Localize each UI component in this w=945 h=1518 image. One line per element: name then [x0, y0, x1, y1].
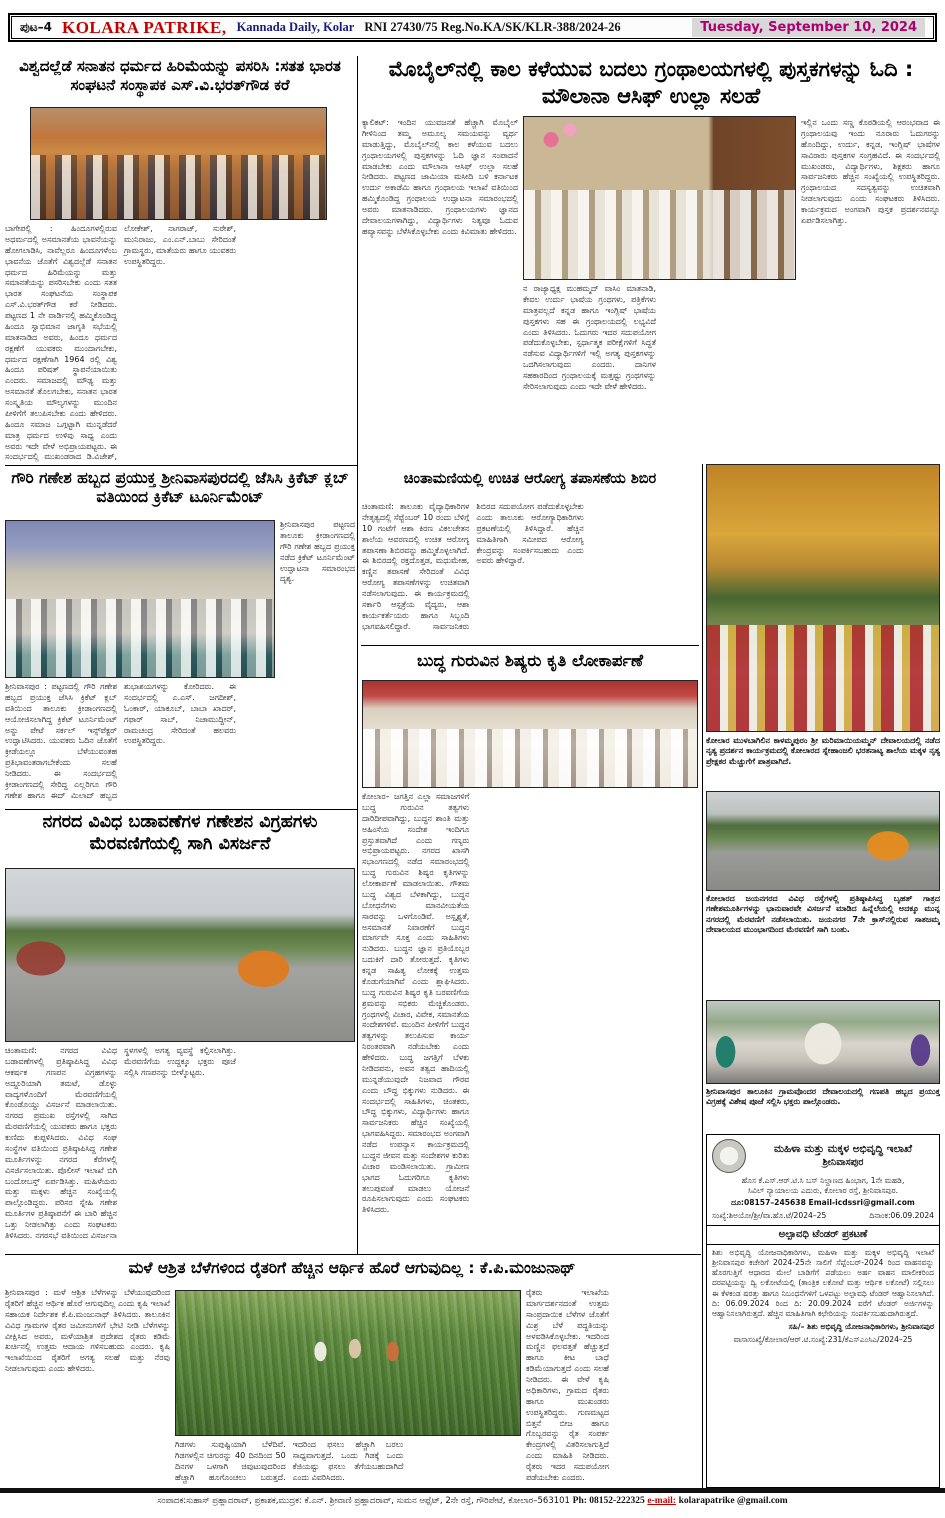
masthead: [8, 13, 937, 42]
issue-date: Tuesday, September 10, 2024: [692, 18, 925, 37]
headline-health-camp: ಚಿಂತಾಮಣಿಯಲ್ಲಿ ಉಚಿತ ಆರೋಗ್ಯ ತಪಾಸಣೆಯ ಶಿಬಿರ: [403, 471, 657, 487]
body-mobile-col1: ಕ್ಯಾಲಿಕಟ್: ಇಂದಿನ ಯುವಜನತೆ ಹೆಚ್ಚಾಗಿ ಮೊಬೈಲ್ ಗೀಳಿನಿಂದ ತಮ್ಮ ಅಮೂಲ್ಯ ಸಮಯವನ್ನು ವ್ಯರ್ಥ ಮಾಡುತ್ತಿದ್ದು, ಮೊಬೈಲ್‌ನಲ್ಲಿ ಕಾಲ ಕಳೆಯುವ ಬದಲು ಗ್ರಂಥಾಲಯಗಳಲ್ಲಿ ಪುಸ್ತಕಗಳನ್ನು ಓದಿ ಜ್ಞಾನ ಸಂಪಾದನೆ ಮಾಡಬೇಕು ಎಂದು ಮೌಲಾನಾ ಆಸಿಫ್ ಉಲ್ಲಾ ಸಲಹೆ ನೀಡಿದರು. ಪಟ್ಟಣದ ಜಾಮಿಯಾ ಮಸೀದಿ ಬಳಿ ಕರ್ನಾಟಕ ಉರ್ದು ಅಕಾಡೆಮಿ ಹಾಗೂ ಗ್ರಂಥಾಲಯ ಇಲಾಖೆ ವತಿಯಿಂದ ಹಮ್ಮಿಕೊಂಡಿದ್ದ ಗ್ರಂಥಾಲಯ ಉದ್ಘಾಟನಾ ಸಮಾರಂಭದಲ್ಲಿ ಅವರು ಮಾತನಾಡಿದರು. ಗ್ರಂಥಾಲಯಗಳು ಜ್ಞಾನದ ದೇವಾಲಯಗಳಾಗಿದ್ದು, ವಿದ್ಯಾರ್ಥಿಗಳು ನಿತ್ಯವೂ ಓದುವ ಹವ್ಯಾಸವನ್ನು ಬೆಳೆಸಿಕೊಳ್ಳಬೇಕು ಎಂದು ಕಿವಿಮಾತು ಹೇಳಿದರು.: [362, 118, 518, 236]
horizontal-divider-4: [5, 1254, 701, 1255]
footer-imprint: [0, 1496, 945, 1506]
notice-date: ದಿನಾಂಕ:06.09.2024: [869, 1210, 934, 1220]
department-address-2: ಸಿವಿಲ್ ನ್ಯಾಯಾಲಯ ಎದುರು, ಕೋಲಾರ ರಸ್ತೆ, ಶ್ರೀನಿವಾಸಪುರ.: [747, 1186, 899, 1196]
body-rain-left: ಶ್ರೀನಿವಾಸಪುರ : ಮಳೆ ಆಶ್ರಿತ ಬೆಳೆಗಳನ್ನು ಬೆಳೆಯುವುದರಿಂದ ರೈತರಿಗೆ ಹೆಚ್ಚಿನ ಆರ್ಥಿಕ ಹೊರೆ ಆಗುವುದಿಲ್ಲ ಎಂದು ಕೃಷಿ ಇಲಾಖೆ ಸಹಾಯಕ ನಿರ್ದೇಶಕ ಕೆ.ಪಿ.ಮಂಜುನಾಥ್ ತಿಳಿಸಿದರು. ತಾಲೂಕಿನ ವಿವಿಧ ಗ್ರಾಮಗಳ ರೈತರ ಜಮೀನುಗಳಿಗೆ ಭೇಟಿ ನೀಡಿ ಬೆಳೆಗಳನ್ನು ವೀಕ್ಷಿಸಿದ ಅವರು, ಮಳೆಯಾಶ್ರಿತ ಪ್ರದೇಶದ ರೈತರು ಕಡಿಮೆ ಖರ್ಚಿನಲ್ಲಿ ಉತ್ತಮ ಆದಾಯ ಗಳಿಸಬಹುದು ಎಂದರು. ಕೃಷಿ ಇಲಾಖೆಯಿಂದ ರೈತರಿಗೆ ಅಗತ್ಯ ಸಲಹೆ ಮತ್ತು ನೆರವು ನೀಡಲಾಗುವುದು ಎಂದು ಹೇಳಿದರು.: [5, 1288, 170, 1374]
notice-ref-number: ಸಂಖ್ಯೆ:ಶಿಅಯೋ/ಶ್ರೀ/ವಾ.ಹೊ.ಟೆ/2024–25: [712, 1210, 827, 1220]
caption-dance: ಕೋಲಾರ ಮುಳಬಾಗಿಲಿನ ಕಾಳಮ್ಮಪುರಂ ಶ್ರೀ ಮರಿಮಾಯಿಯಮ್ಮನ್ ದೇವಾಲಯದಲ್ಲಿ ನಡೆದ ನೃತ್ಯ ಪ್ರದರ್ಶನ ಕಾರ್ಯಕ್ರಮದಲ್ಲಿ ಕೋಲಾರದ ಸ್ನೇಹಾಂಜಲಿ ಭರತನಾಟ್ಯ ಶಾಲೆಯ ಮಕ್ಕಳ ನೃತ್ಯ ಪ್ರೇಕ್ಷಕರ ಮೆಚ್ಚುಗೆಗೆ ಪಾತ್ರವಾಗಿದೆ.: [706, 736, 940, 766]
body-sanathana: ಬಾಗೇಪಲ್ಲಿ : ಹಿಂದೂಗಳಲ್ಲಿರುವ ಅಧರ್ಮದಲ್ಲಿ ಅಸಮಾನತೆಯ ಭಾವನೆಯನ್ನು ಹೋಗಲಾಡಿಸಿ, ನಾವೆಲ್ಲರೂ ಹಿಂದೂಗಳೆಂಬ ಭಾವನೆಯ ಜೊತೆಗೆ ವಿಶ್ವದಲ್ಲೆಡೆ ಸನಾತನ ಧರ್ಮದ ಹಿರಿಮೆಯನ್ನು ಮತ್ತು ಸಮಾನತೆಯನ್ನು ಪಸರಿಸಬೇಕು ಎಂದು ಸತತ ಭಾರತ ಸಂಘಟನೆಯ ಸಂಸ್ಥಾಪಕ ಎಸ್.ವಿ.ಭರತ್‌ಗೌಡ ಕರೆ ನೀಡಿದರು. ಪಟ್ಟಣದ 1 ನೇ ವಾರ್ಡಿನಲ್ಲಿ ಹಮ್ಮಿಕೊಂಡಿದ್ದ ಹಿಂದೂ ಸ್ವಾಭಿಮಾನ ಜಾಗೃತಿ ಸಭೆಯಲ್ಲಿ ಮಾತನಾಡಿದ ಅವರು, ಹಿಂದೂ ಧರ್ಮದ ರಕ್ಷಣೆಗೆ ಯುವಕರು ಮುಂದಾಗಬೇಕು, ಧರ್ಮದ ರಕ್ಷಣೆಗಾಗಿ 1964 ರಲ್ಲಿ ವಿಶ್ವ ಹಿಂದೂ ಪರಿಷತ್ ಸ್ಥಾಪನೆಯಾಯಿತು ಎಂದರು. ಸಮಾಜದಲ್ಲಿ ಮೌಢ್ಯ ಮತ್ತು ಅಸಮಾನತೆ ತೊಲಗಬೇಕು, ಸನಾತನ ಭಾರತ ಸಂಸ್ಕೃತಿಯ ಮೌಲ್ಯಗಳನ್ನು ಮುಂದಿನ ಪೀಳಿಗೆಗೆ ತಲುಪಿಸಬೇಕು ಎಂದು ಹೇಳಿದರು. ಹಿಂದೂ ಸಮಾಜ ಒಗ್ಗಟ್ಟಾಗಿ ಮುನ್ನಡೆದರೆ ಮಾತ್ರ ಧರ್ಮದ ಉಳಿವು ಸಾಧ್ಯ ಎಂದು ಅವರು ಇದೇ ವೇಳೆ ಅಭಿಪ್ರಾಯಪಟ್ಟರು. ಈ ಸಂದರ್ಭದಲ್ಲಿ ಮುಖಂಡರಾದ ಡಿ.ವಿಜೇಶ್, ಲೋಕೇಶ್, ನಾಗರಾಜ್, ಸುರೇಶ್, ಮುನಿರಾಜು, ಎಂ.ಎನ್.ಬಾಬು ಸೇರಿದಂತೆ ಗ್ರಾಮಸ್ಥರು, ಮಾತೆಯರು ಹಾಗೂ ಯುವಕರು ಉಪಸ್ಥಿತರಿದ್ದರು.: [5, 224, 236, 462]
photo-dance-performance: [706, 464, 940, 732]
photo-street-procession: [5, 868, 355, 1042]
body-health-camp: ಚಿಂತಾಮಣಿ: ತಾಲೂಕು ವೈದ್ಯಾಧಿಕಾರಿಗಳ ನೇತೃತ್ವದಲ್ಲಿ ಸೆಪ್ಟೆಂಬರ್ 10 ರಂದು ಬೆಳಿಗ್ಗೆ 10 ಗಂಟೆಗೆ ಆಶಾ ಕಿರಣ ವಿಕಲಚೇತನ ಶಾಲೆಯ ಆವರಣದಲ್ಲಿ ಉಚಿತ ಆರೋಗ್ಯ ತಪಾಸಣಾ ಶಿಬಿರವನ್ನು ಹಮ್ಮಿಕೊಳ್ಳಲಾಗಿದೆ. ಈ ಶಿಬಿರದಲ್ಲಿ ರಕ್ತದೊತ್ತಡ, ಮಧುಮೇಹ, ಕಣ್ಣಿನ ತಪಾಸಣೆ ಸೇರಿದಂತೆ ವಿವಿಧ ಆರೋಗ್ಯ ತಪಾಸಣೆಗಳನ್ನು ಉಚಿತವಾಗಿ ನಡೆಸಲಾಗುವುದು. ಈ ಕಾರ್ಯಕ್ರಮದಲ್ಲಿ ಸರ್ಕಾರಿ ಆಸ್ಪತ್ರೆಯ ವೈದ್ಯರು, ಆಶಾ ಕಾರ್ಯಕರ್ತೆಯರು ಹಾಗೂ ಸಿಬ್ಬಂದಿ ಭಾಗವಹಿಸಲಿದ್ದಾರೆ. ಸಾರ್ವಜನಿಕರು ಶಿಬಿರದ ಸದುಪಯೋಗ ಪಡೆದುಕೊಳ್ಳಬೇಕು ಎಂದು ತಾಲೂಕು ಆರೋಗ್ಯಾಧಿಕಾರಿಗಳು ಪ್ರಕಟಣೆಯಲ್ಲಿ ತಿಳಿಸಿದ್ದಾರೆ. ಹೆಚ್ಚಿನ ಮಾಹಿತಿಗಾಗಿ ಸಮೀಪದ ಆರೋಗ್ಯ ಕೇಂದ್ರವನ್ನು ಸಂಪರ್ಕಿಸಬಹುದು ಎಂದು ಅವರು ಹೇಳಿದ್ದಾರೆ.: [362, 502, 584, 631]
masthead-inner: [11, 16, 934, 39]
footer-separator-bar: [0, 1488, 945, 1493]
newspaper-title: KOLARA PATRIKE,: [61, 17, 227, 37]
photo-crop-field: [175, 1290, 521, 1436]
body-mobile-col3: ಇಲ್ಲಿನ ಒಂದು ಸಣ್ಣ ಕೊಠಡಿಯಲ್ಲಿ ಆರಂಭವಾದ ಈ ಗ್ರಂಥಾಲಯವು ಇಂದು ನೂರಾರು ಓದುಗರನ್ನು ಹೊಂದಿದ್ದು, ಉರ್ದು, ಕನ್ನಡ, ಇಂಗ್ಲಿಷ್ ಭಾಷೆಗಳ ಸಾವಿರಾರು ಪುಸ್ತಕಗಳ ಸಂಗ್ರಹವಿದೆ. ಈ ಸಂದರ್ಭದಲ್ಲಿ ಮುಖಂಡರು, ವಿದ್ಯಾರ್ಥಿಗಳು, ಶಿಕ್ಷಕರು ಹಾಗೂ ಸಾರ್ವಜನಿಕರು ಹೆಚ್ಚಿನ ಸಂಖ್ಯೆಯಲ್ಲಿ ಉಪಸ್ಥಿತರಿದ್ದರು. ಗ್ರಂಥಾಲಯದ ಸದಸ್ಯತ್ವವನ್ನು ಉಚಿತವಾಗಿ ನೀಡಲಾಗುವುದು ಎಂದು ಸಂಘಟಕರು ತಿಳಿಸಿದರು. ಕಾರ್ಯಕ್ರಮದ ಅಂಗವಾಗಿ ಪುಸ್ತಕ ಪ್ರದರ್ಶನವನ್ನೂ ಏರ್ಪಡಿಸಲಾಗಿತ್ತು.: [801, 118, 940, 225]
photo-tractor-procession: [706, 791, 940, 891]
body-rain-right: ರೈತರು ಇಲಾಖೆಯ ಮಾರ್ಗದರ್ಶನದಂತೆ ಉತ್ತಮ ಸಾಂಪ್ರದಾಯಿಕ ಬೆಳೆಗಳ ಜೊತೆಗೆ ಮಿಶ್ರ ಬೆಳೆ ಪದ್ಧತಿಯನ್ನು ಅಳವಡಿಸಿಕೊಳ್ಳಬೇಕು. ಇದರಿಂದ ಮಣ್ಣಿನ ಫಲವತ್ತತೆ ಹೆಚ್ಚುತ್ತದೆ ಹಾಗೂ ಕೀಟ ಬಾಧೆ ಕಡಿಮೆಯಾಗುತ್ತದೆ ಎಂದು ಸಲಹೆ ನೀಡಿದರು. ಈ ವೇಳೆ ಕೃಷಿ ಅಧಿಕಾರಿಗಳು, ಗ್ರಾಮದ ರೈತರು ಹಾಗೂ ಮುಖಂಡರು ಉಪಸ್ಥಿತರಿದ್ದರು. ಗುಣಮಟ್ಟದ ಬಿತ್ತನೆ ಬೀಜ ಹಾಗೂ ಗೊಬ್ಬರವನ್ನು ರೈತ ಸಂಪರ್ಕ ಕೇಂದ್ರಗಳಲ್ಲಿ ವಿತರಿಸಲಾಗುತ್ತಿದೆ ಎಂದು ಮಾಹಿತಿ ನೀಡಿದರು. ರೈತರು ಇದರ ಸದುಪಯೋಗ ಪಡೆಯಬೇಕು ಎಂದರು.: [526, 1288, 609, 1482]
footer-phone: Ph: 08152-222325: [572, 1496, 645, 1506]
body-visarjane: ಚಿಂತಾಮಣಿ: ನಗರದ ವಿವಿಧ ಬಡಾವಣೆಗಳಲ್ಲಿ ಪ್ರತಿಷ್ಠಾಪಿಸಿದ್ದ ವಿವಿಧ ಆಕರ್ಷಕ ಗಣಪನ ವಿಗ್ರಹಗಳನ್ನು ಅದ್ದೂರಿಯಾಗಿ ತಮಟೆ, ಡೊಳ್ಳು ವಾದ್ಯಗಳೊಂದಿಗೆ ಮೆರವಣಿಗೆಯಲ್ಲಿ ಕೊಂಡೊಯ್ದು ವಿಸರ್ಜನೆ ಮಾಡಲಾಯಿತು. ನಗರದ ಪ್ರಮುಖ ರಸ್ತೆಗಳಲ್ಲಿ ಸಾಗಿದ ಮೆರವಣಿಗೆಯಲ್ಲಿ ಯುವಕರು ಹಾಗೂ ಭಕ್ತರು ಕುಣಿದು ಕುಪ್ಪಳಿಸಿದರು. ವಿವಿಧ ಸಂಘ ಸಂಸ್ಥೆಗಳ ವತಿಯಿಂದ ಪ್ರತಿಷ್ಠಾಪಿಸಿದ್ದ ಗಣೇಶ ಮೂರ್ತಿಗಳನ್ನು ನಗರದ ಕೆರೆಗಳಲ್ಲಿ ವಿಸರ್ಜಿಸಲಾಯಿತು. ಪೊಲೀಸ್ ಇಲಾಖೆ ಬಿಗಿ ಬಂದೋಬಸ್ತ್ ಏರ್ಪಡಿಸಿತ್ತು. ಮಹಿಳೆಯರು ಮತ್ತು ಮಕ್ಕಳು ಹೆಚ್ಚಿನ ಸಂಖ್ಯೆಯಲ್ಲಿ ಪಾಲ್ಗೊಂಡಿದ್ದರು. ಪರಿಸರ ಸ್ನೇಹಿ ಗಣೇಶ ಮೂರ್ತಿಗಳ ಪ್ರತಿಷ್ಠಾಪನೆಗೆ ಈ ಬಾರಿ ಹೆಚ್ಚಿನ ಒತ್ತು ನೀಡಲಾಗಿತ್ತು ಎಂದು ಸಂಘಟಕರು ತಿಳಿಸಿದರು. ನಗರಸಭೆ ವತಿಯಿಂದ ವಿಸರ್ಜನಾ ಸ್ಥಳಗಳಲ್ಲಿ ಅಗತ್ಯ ವ್ಯವಸ್ಥೆ ಕಲ್ಪಿಸಲಾಗಿತ್ತು. ಮೆರವಣಿಗೆಯ ಉದ್ದಕ್ಕೂ ಭಕ್ತರು ಪೂಜೆ ಸಲ್ಲಿಸಿ ಗಣಪನನ್ನು ಬೀಳ್ಕೊಟ್ಟರು.: [5, 1046, 236, 1240]
notice-signature: ಸಹಿ/– ಶಿಶು ಅಭಿವೃದ್ಧಿ ಯೋಜನಾಧಿಕಾರಿಗಳು, ಶ್ರೀನಿವಾಸಪುರ: [788, 1322, 934, 1332]
tender-notice-box: [706, 1134, 940, 1488]
headline-cricket-tournament: ಗೌರಿ ಗಣೇಶ ಹಬ್ಬದ ಪ್ರಯುಕ್ತ ಶ್ರೀನಿವಾಸಪುರದಲ್ಲಿ ಜೆಸಿಸಿ ಕ್ರಿಕೆಟ್ ಕ್ಲಬ್ ವತಿಯಿಂದ ಕ್ರಿಕೆಟ್ ಟೂರ್ನಿಮೆಂಟ್: [11, 469, 349, 507]
horizontal-divider-3: [361, 645, 699, 646]
footer-email-label: e-mail:: [647, 1496, 676, 1506]
horizontal-divider-2: [5, 809, 357, 810]
body-cricket-side: ಶ್ರೀನಿವಾಸಪುರ ಪಟ್ಟಣದ ತಾಲೂಕು ಕ್ರೀಡಾಂಗಣದಲ್ಲಿ ಗೌರಿ ಗಣೇಶ ಹಬ್ಬದ ಪ್ರಯುಕ್ತ ನಡೆದ ಕ್ರಿಕೆಟ್ ಟೂರ್ನಿಮೆಂಟ್ ಉದ್ಘಾಟನಾ ಸಮಾರಂಭದ ದೃಶ್ಯ.: [280, 520, 355, 584]
headline-visarjane: ನಗರದ ವಿವಿಧ ಬಡಾವಣೆಗಳ ಗಣೇಶನ ವಿಗ್ರಹಗಳು ಮೆರವಣಿಗೆಯಲ್ಲಿ ಸಾಗಿ ವಿಸರ್ಜನೆ: [42, 812, 318, 854]
page-number-label: ಪುಟ–4: [20, 20, 52, 34]
headline-rain-crops: ಮಳೆ ಆಶ್ರಿತ ಬೆಳೆಗಳಿಂದ ರೈತರಿಗೆ ಹೆಚ್ಚಿನ ಆರ್ಥಿಕ ಹೊರೆ ಆಗುವುದಿಲ್ಲ : ಕೆ.ಪಿ.ಮಂಜುನಾಥ್: [128, 1259, 576, 1277]
body-rain-below-photo: ಗಿಡಗಳು ಸುಪುಷ್ಟಿಯಾಗಿ ಬೆಳೆದಿವೆ. ಗಿಡಗಳಲ್ಲಿನ ಚಿಗುರನ್ನು 40 ದಿನದಿಂದ 50 ದಿನಗಳ ಒಳಗಾಗಿ ಚಿವುಟುವುದರಿಂದ ಹೆಚ್ಚಾಗಿ ಹೂಗೊಂಚಲು ಬರುತ್ತದೆ. ಇದರಿಂದ ಫಸಲು ಹೆಚ್ಚಾಗಿ ಬರಲು ಸಾಧ್ಯವಾಗುತ್ತದೆ. ಒಂದು ಗಿಡಕ್ಕೆ ಒಂದು ಕೆಜಿಯಷ್ಟು ಫಸಲು ತೆಗೆಯಬಹುದಾಗಿದೆ ಎಂದು ವಿವರಿಸಿದರು.: [175, 1440, 404, 1482]
photo-sanathana-event: [30, 107, 327, 220]
registration-number: RNI 27430/75 Reg.No.KA/SK/KLR-388/2024-26: [364, 20, 621, 34]
photo-library-inauguration: [523, 116, 796, 280]
headline-mobile-library: ಮೊಬೈಲ್‌ನಲ್ಲಿ ಕಾಲ ಕಳೆಯುವ ಬದಲು ಗ್ರಂಥಾಲಯಗಳಲ್ಲಿ ಪುಸ್ತಕಗಳನ್ನು ಓದಿ : ಮೌಲಾನಾ ಆಸಿಫ್ ಉಲ್ಲಾ ಸಲಹೆ: [388, 57, 914, 109]
department-seal-icon: [712, 1139, 746, 1173]
department-contact: ದೂ:08157–245638 Email-icdssri@gmail.com: [731, 1197, 915, 1207]
tender-notice-header: [712, 1139, 934, 1173]
imprint-text: ಸಂಪಾದಕ:ಸುಹಾಸ್ ಪ್ರಹ್ಲಾದರಾವ್, ಪ್ರಕಾಶಕ,ಮುದ್ರಕ: ಕೆ.ಎನ್. ಶ್ರೀವಾಣಿ ಪ್ರಹ್ಲಾದರಾವ್, ಸುಮನ ಆಫ್ಸೆಟ್, 2ನೇ ರಸ್ತೆ, ಗೌರಿಪೇಟೆ, ಕೋಲಾರ–563101: [157, 1496, 570, 1506]
department-address-1: ಹೊಸ ಕೆ.ಎಸ್.ಆರ್.ಟಿ.ಸಿ ಬಸ್ ನಿಲ್ದಾಣದ ಹಿಂಭಾಗ, 1ನೇ ಮಹಡಿ,: [741, 1176, 905, 1185]
department-place: ಶ್ರೀನಿವಾಸಪುರ: [822, 1156, 864, 1168]
notice-body: ಶಿಶು ಅಭಿವೃದ್ಧಿ ಯೋಜನಾಧಿಕಾರಿಗಳು, ಮಹಿಳಾ ಮತ್ತು ಮಕ್ಕಳ ಅಭಿವೃದ್ಧಿ ಇಲಾಖೆ ಶ್ರೀನಿವಾಸಪುರ ಕಚೇರಿಗೆ 2024-25ನೇ ಸಾಲಿಗೆ ಸೆಪ್ಟೆಂಬರ್-2024 ರಿಂದ ವಾಹನವನ್ನು ಹೊರಗುತ್ತಿಗೆ ಆಧಾರದ ಮೇಲೆ ಬಾಡಿಗೆಗೆ ಪಡೆಯಲು ಅರ್ಹ ವಾಹನ ಮಾಲೀಕರಿಂದ ದರಪಟ್ಟಿಯನ್ನು ದ್ವಿ ಲಕೋಟೆಯಲ್ಲಿ (ತಾಂತ್ರಿಕ ಲಕೋಟೆ ಮತ್ತು ಆರ್ಥಿಕ ಲಕೋಟೆ) ಸಲ್ಲಿಸಲು ಈ ಕೆಳಕಂಡ ಷರತ್ತು ಹಾಗೂ ನಿಬಂಧನೆಗಳಿಗೆ ಒಳಪಟ್ಟು ಅಲ್ಪಾವಧಿ ಟೆಂಡರ್ ಆಹ್ವಾನಿಸಲಾಗಿದೆ. ದಿ: 06.09.2024 ರಿಂದ ದಿ: 20.09.2024 ವರೆಗೆ ಟೆಂಡರ್ ಅರ್ಜಿಗಳನ್ನು ಆಹ್ವಾನಿಸಲಾಗಿರುತ್ತದೆ. ಹೆಚ್ಚಿನ ಮಾಹಿತಿಗಾಗಿ ಕಛೇರಿಯನ್ನು ಸಂಪರ್ಕಿಸಬಹುದಾಗಿರುತ್ತದೆ.: [712, 1247, 934, 1318]
caption-procession: ಕೋಲಾರದ ಜಯನಗರದ ವಿವಿಧ ರಸ್ತೆಗಳಲ್ಲಿ ಪ್ರತಿಷ್ಠಾಪಿಸಿದ್ದ ಬೃಹತ್ ಗಾತ್ರದ ಗಣೇಶಮೂರ್ತಿಗಳನ್ನು ಭಾನುವಾರವೇ ವಿಸರ್ಜನೆ ಮಾಡಿದ ಹಿನ್ನೆಲೆಯಲ್ಲಿ ಅದಕ್ಕೂ ಮುನ್ನ ನಗರದಲ್ಲಿ ಮೆರವಣಿಗೆ ನಡೆಸಲಾಯಿತು. ಜಯನಗರ 7ನೇ ಕ್ರಾಸ್‌ನಲ್ಲಿರುವ ಸಾತಜಮ್ಮ ದೇವಾಲಯದ ಮುಂಭಾಗದಿಂದ ಮೆರವಣಿಗೆ ಸಾಗಿ ಬಂತು.: [706, 894, 940, 935]
photo-shrine-pooja: [706, 1000, 940, 1084]
department-name-line: ಮಹಿಳಾ ಮತ್ತು ಮಕ್ಕಳ ಅಭಿವೃದ್ಧಿ ಇಲಾಖೆ: [773, 1143, 913, 1155]
notice-ref2: ವಾಸಾಸಂಖ್ಯೆ/ಕೋಲಾರ/ಆರ್.ಟಿ.ಸಂಖ್ಯೆ:231/ಕೆಎಸ್ಎಂಸಿಎ/2024–25: [733, 1334, 913, 1344]
caption-shrine: ಶ್ರೀನಿವಾಸಪುರ ತಾಲೂಕಿನ ಗ್ರಾಮವೊಂದರ ದೇವಾಲಯದಲ್ಲಿ ಗಣಪತಿ ಹಬ್ಬದ ಪ್ರಯುಕ್ತ ವಿಗ್ರಹಕ್ಕೆ ವಿಶೇಷ ಪೂಜೆ ಸಲ್ಲಿಸಿ ಭಕ್ತರು ಪಾಲ್ಗೊಂಡರು.: [706, 1087, 940, 1107]
body-cricket: ಶ್ರೀನಿವಾಸಪುರ : ಪಟ್ಟಣದಲ್ಲಿ ಗೌರಿ ಗಣೇಶ ಹಬ್ಬದ ಪ್ರಯುಕ್ತ ಜೆಸಿಸಿ ಕ್ರಿಕೆಟ್ ಕ್ಲಬ್ ವತಿಯಿಂದ ತಾಲೂಕು ಕ್ರೀಡಾಂಗಣದಲ್ಲಿ ಆಯೋಜಿಸಲಾಗಿದ್ದ ಕ್ರಿಕೆಟ್ ಟೂರ್ನಿಮೆಂಟ್ ಅನ್ನು ಪೇಟೆ ಸರ್ಕಲ್ ಇನ್ಸ್‌ಪೆಕ್ಟರ್ ಉದ್ಘಾಟಿಸಿದರು. ಯುವಕರು ಓದಿನ ಜೊತೆಗೆ ಕ್ರೀಡೆಯಲ್ಲೂ ಬೆಳೆಯುವಂತಹ ಪ್ರತಿಭಾವಂತರಾಗಬೇಕೆಂದು ಸಲಹೆ ನೀಡಿದರು. ಈ ಸಂದರ್ಭದಲ್ಲಿ ಕ್ರೀಡಾಂಗಣದಲ್ಲಿ ಸೇರಿದ್ದ ಎಲ್ಲರಿಗೂ ಗೌರಿ ಗಣೇಶ ಹಾಗೂ ಈದ್ ಮಿಲಾದ್ ಹಬ್ಬದ ಶುಭಾಶಯಗಳನ್ನು ಕೋರಿದರು. ಈ ಸಂದರ್ಭದಲ್ಲಿ ಎ.ಎಸ್. ಜಗದೀಶ್, ಓಂಕಾರ್, ಯಾಕೂಬ್, ಬಾಬಾ ಖಾದರ್, ಗಫಾರ್ ಸಾಬ್, ನಿಜಾಮುದ್ದೀನ್, ರಾಮಚಂದ್ರ ಸೇರಿದಂತೆ ಹಲವರು ಉಪಸ್ಥಿತರಿದ್ದರು.: [5, 682, 236, 800]
vertical-divider-right: [702, 464, 703, 1488]
body-buddha-book: ಕೋಲಾರ– ಜಗತ್ತಿನ ಎಲ್ಲಾ ಸಮಾಜಗಳಿಗೆ ಬುದ್ಧ ಗುರುವಿನ ತತ್ವಗಳು ದಾರಿದೀಪವಾಗಿದ್ದು, ಬುದ್ಧನ ಶಾಂತಿ ಮತ್ತು ಅಹಿಂಸೆಯ ಸಂದೇಶ ಇಂದಿಗೂ ಪ್ರಸ್ತುತವಾಗಿದೆ ಎಂದು ಗಣ್ಯರು ಅಭಿಪ್ರಾಯಪಟ್ಟರು. ನಗರದ ಖಾಸಗಿ ಸಭಾಂಗಣದಲ್ಲಿ ನಡೆದ ಸಮಾರಂಭದಲ್ಲಿ ಬುದ್ಧ ಗುರುವಿನ ಶಿಷ್ಯರ ಕೃತಿಗಳನ್ನು ಲೋಕಾರ್ಪಣೆ ಮಾಡಲಾಯಿತು. ಗೌತಮ ಬುದ್ಧ ವಿಶ್ವದ ಬೆಳಕಾಗಿದ್ದು, ಬುದ್ಧನ ಬೋಧನೆಗಳು ಮಾನವೀಯತೆಯ ಸಾರವನ್ನು ಒಳಗೊಂಡಿವೆ. ಅಸ್ಪೃಶ್ಯತೆ, ಅಸಮಾನತೆ ನಿವಾರಣೆಗೆ ಬುದ್ಧನ ಮಾರ್ಗವೇ ಸೂಕ್ತ ಎಂದು ಸಾಹಿತಿಗಳು ನುಡಿದರು. ಬುದ್ಧನ ಜ್ಞಾನ ಪ್ರತಿಯೊಬ್ಬರ ಬದುಕಿಗೆ ದಾರಿ ತೋರುತ್ತದೆ. ಕೃತಿಗಳು ಕನ್ನಡ ಸಾಹಿತ್ಯ ಲೋಕಕ್ಕೆ ಉತ್ತಮ ಕೊಡುಗೆಯಾಗಿವೆ ಎಂದು ಶ್ಲಾಘಿಸಿದರು. ಬುದ್ಧ ಗುರುವಿನ ಶಿಷ್ಯರ ಕೃತಿ ಬರವಣಿಗೆಯ ಶ್ರಮವನ್ನು ಸಭಿಕರು ಮೆಚ್ಚಿಕೊಂಡರು. ಗ್ರಂಥಗಳಲ್ಲಿ ವಿಚಾರ, ವಿವೇಕ, ಸಮಾನತೆಯ ಸಂದೇಶಗಳಿವೆ. ಮುಂದಿನ ಪೀಳಿಗೆಗೆ ಬುದ್ಧನ ತತ್ವಗಳನ್ನು ತಲುಪಿಸುವ ಕಾರ್ಯ ನಿರಂತರವಾಗಿ ನಡೆಯಬೇಕು ಎಂದು ಹೇಳಿದರು. ಬುದ್ಧ ಜಗತ್ತಿಗೆ ಬೆಳಕು ನೀಡಿದವನು, ಅವನ ತತ್ವದ ಹಾದಿಯಲ್ಲಿ ಮುನ್ನಡೆಯುವುದೇ ನಿಜವಾದ ಗೌರವ ಎಂದು ಬೌದ್ಧ ಭಿಕ್ಕುಗಳು ನುಡಿದರು. ಈ ಸಂದರ್ಭದಲ್ಲಿ ಸಾಹಿತಿಗಳು, ಚಿಂತಕರು, ಬೌದ್ಧ ಭಿಕ್ಕುಗಳು, ವಿದ್ಯಾರ್ಥಿಗಳು ಹಾಗೂ ಸಾರ್ವಜನಿಕರು ಹೆಚ್ಚಿನ ಸಂಖ್ಯೆಯಲ್ಲಿ ಭಾಗವಹಿಸಿದ್ದರು. ಸಮಾರಂಭದ ಅಂಗವಾಗಿ ನಡೆದ ಉಪನ್ಯಾಸ ಕಾರ್ಯಕ್ರಮದಲ್ಲಿ ಬುದ್ಧನ ಜೀವನ ಮತ್ತು ಸಂದೇಶಗಳ ಕುರಿತು ವಿಚಾರ ಮಂಡಿಸಲಾಯಿತು. ಗ್ರಾಮೀಣ ಭಾಗದ ಓದುಗರಿಗೂ ಕೃತಿಗಳು ತಲುಪುವಂತೆ ಮಾಡಲು ಯೋಜನೆ ರೂಪಿಸಲಾಗುವುದು ಎಂದು ಸಂಘಟಕರು ತಿಳಿಸಿದರು.: [362, 792, 470, 1215]
headline-buddha-book: ಬುದ್ಧ ಗುರುವಿನ ಶಿಷ್ಯರು ಕೃತಿ ಲೋಕಾರ್ಪಣೆ: [416, 651, 644, 670]
vertical-divider-left: [357, 56, 358, 1254]
footer-email: kolarapatrike @gmail.com: [678, 1496, 788, 1506]
photo-book-release: [362, 680, 698, 788]
department-name: [752, 1143, 934, 1169]
photo-cricket-team: [5, 520, 275, 678]
notice-title: ಅಲ್ಪಾವಧಿ ಟೆಂಡರ್ ಪ್ರಕಟಣೆ: [707, 1225, 939, 1245]
horizontal-divider-1: [5, 465, 357, 466]
body-mobile-continued: ನ ರಾಜ್ಯಾಧ್ಯಕ್ಷ ಮುಹಮ್ಮದ್ ವಾಸಿಂ ಮಾತನಾಡಿ, ಕೇವಲ ಉರ್ದು ಭಾಷೆಯ ಗ್ರಂಥಗಳು, ಪತ್ರಿಕೆಗಳು ಮಾತ್ರವಲ್ಲದೆ ಕನ್ನಡ ಹಾಗೂ ಇಂಗ್ಲಿಷ್ ಭಾಷೆಯ ಪುಸ್ತಕಗಳು ಸಹ ಈ ಗ್ರಂಥಾಲಯದಲ್ಲಿ ಲಭ್ಯವಿದೆ ಎಂದು ತಿಳಿಸಿದರು. ಓದುಗರು ಇದರ ಸದುಪಯೋಗ ಪಡೆದುಕೊಳ್ಳಬೇಕು, ಸ್ಪರ್ಧಾತ್ಮಕ ಪರೀಕ್ಷೆಗಳಿಗೆ ಸಿದ್ಧತೆ ನಡೆಸುವ ವಿದ್ಯಾರ್ಥಿಗಳಿಗೆ ಇಲ್ಲಿ ಅಗತ್ಯ ಪುಸ್ತಕಗಳನ್ನು ಒದಗಿಸಲಾಗುವುದು ಎಂದರು. ದಾನಿಗಳ ಸಹಕಾರದಿಂದ ಗ್ರಂಥಾಲಯಕ್ಕೆ ಮತ್ತಷ್ಟು ಗ್ರಂಥಗಳನ್ನು ಸೇರಿಸಲಾಗುವುದು ಎಂದು ಇದೇ ವೇಳೆ ಹೇಳಿದರು.: [523, 284, 656, 391]
headline-sanathana: ವಿಶ್ವದಲ್ಲೆಡೆ ಸನಾತನ ಧರ್ಮದ ಹಿರಿಮೆಯನ್ನು ಪಸರಿಸಿ :ಸತತ ಭಾರತ ಸಂಘಟನೆ ಸಂಸ್ಥಾಪಕ ಎಸ್.ವಿ.ಭರತ್‌ಗೌಡ ಕರೆ: [19, 57, 341, 94]
newspaper-subtitle: Kannada Daily, Kolar: [236, 20, 355, 34]
